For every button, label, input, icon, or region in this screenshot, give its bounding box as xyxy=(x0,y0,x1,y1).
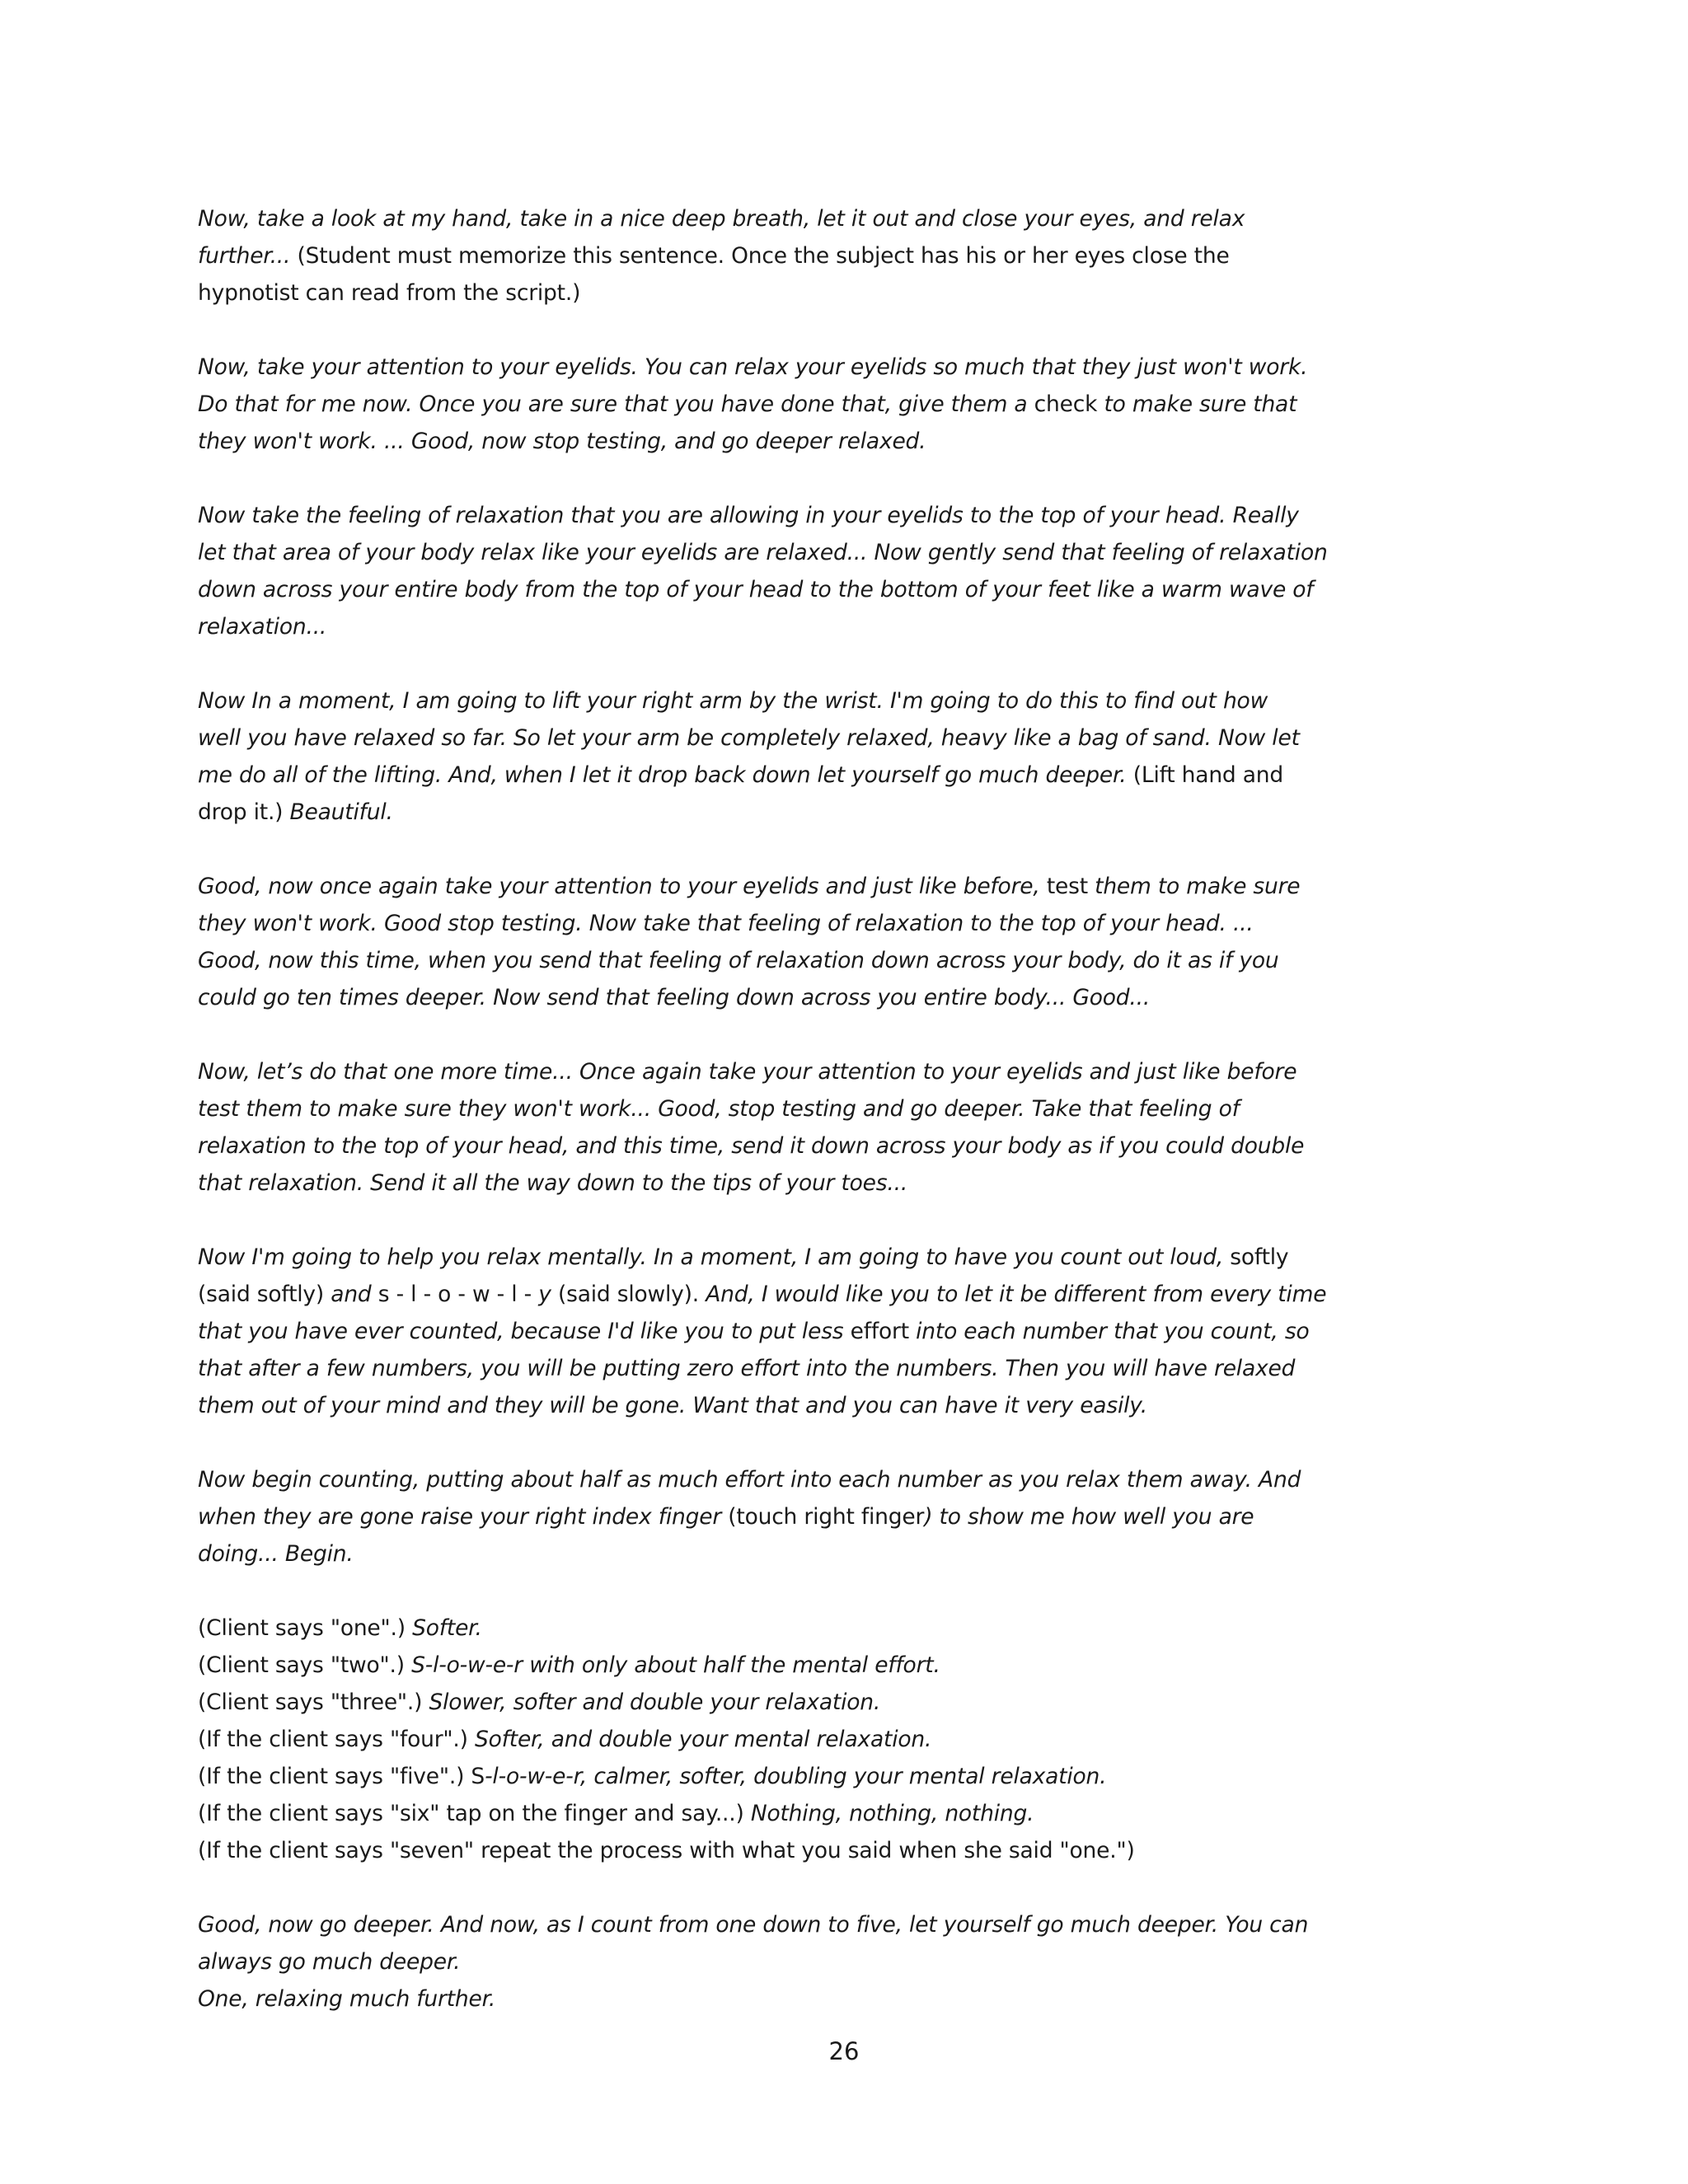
italic-text: Slower, softer and double your relaxation. xyxy=(429,1690,881,1715)
plain-text: (If the client says "four".) xyxy=(198,1727,475,1752)
plain-text: softly xyxy=(1230,1244,1289,1270)
text-line xyxy=(198,571,1504,608)
text-line xyxy=(198,1350,1504,1387)
text-line xyxy=(198,237,1504,274)
italic-text: Now, let’s do that one more time... Once again take your attention to your eyelids and just like before xyxy=(198,1059,1297,1085)
italic-text: and xyxy=(331,1282,372,1307)
italic-text: Now I'm going to help you relax mentally. In a moment, I am going to have you count out loud, xyxy=(198,1244,1231,1270)
plain-text: (Client says "three".) xyxy=(198,1690,429,1715)
text-line xyxy=(198,1906,1504,1943)
italic-text: One, relaxing much further. xyxy=(198,1986,496,2012)
italic-text: that you have ever counted, because I'd like you to put less xyxy=(198,1319,851,1344)
italic-text: down across your entire body from the top of your head to the bottom of your feet like a warm wave of xyxy=(198,577,1314,602)
text-line xyxy=(198,905,1504,942)
italic-text: further... xyxy=(198,243,291,269)
text-line xyxy=(198,200,1504,237)
document-body xyxy=(198,200,1504,2018)
text-line xyxy=(198,1313,1504,1350)
plain-text: (said softly) xyxy=(198,1282,331,1307)
text-line xyxy=(198,1943,1504,1980)
text-line xyxy=(198,1461,1504,1498)
plain-text: (If the client says "six" tap on the finger and say...) xyxy=(198,1801,751,1826)
paragraph xyxy=(198,682,1504,831)
italic-text: Good, now go deeper. And now, as I count from one down to five, let yourself go much deeper. You can xyxy=(198,1912,1309,1938)
text-line xyxy=(198,1795,1504,1832)
italic-text: they won't work. Good stop testing. Now take that feeling of relaxation to the top of your head. ... xyxy=(198,911,1254,936)
italic-text: Softer, and double your mental relaxation. xyxy=(474,1727,932,1752)
italic-text: And, I would like you to let it be different from every time xyxy=(699,1282,1327,1307)
italic-text: S-l-o-w-e-r with only about half the mental effort. xyxy=(411,1652,940,1678)
plain-text: (Student must memorize this sentence. Once the subject has his or her eyes close the xyxy=(290,243,1230,269)
text-line xyxy=(198,608,1504,645)
text-line xyxy=(198,1127,1504,1165)
plain-text: effort xyxy=(850,1319,909,1344)
italic-text: always go much deeper. xyxy=(198,1949,461,1975)
paragraph xyxy=(198,1906,1504,2018)
italic-text: -l-o-w-e-r, calmer, softer, doubling your mental relaxation. xyxy=(485,1764,1107,1789)
italic-text: y xyxy=(538,1282,551,1307)
text-line xyxy=(198,979,1504,1016)
italic-text: relaxation to the top of your head, and this time, send it down across your body as if you could double xyxy=(198,1133,1305,1159)
text-line xyxy=(198,1535,1504,1572)
italic-text: Now, take your attention to your eyelids. You can relax your eyelids so much that they just won't work. xyxy=(198,354,1308,380)
plain-text: drop it.) xyxy=(198,799,290,825)
text-line xyxy=(198,1165,1504,1202)
italic-text: well you have relaxed so far. So let your arm be completely relaxed, heavy like a bag of sand. Now let xyxy=(198,725,1300,751)
text-line xyxy=(198,1239,1504,1276)
plain-text: (Lift hand and xyxy=(1126,762,1284,788)
italic-text: Now begin counting, putting about half as much effort into each number as you relax them away. And xyxy=(198,1467,1301,1493)
plain-text: test xyxy=(1046,874,1088,899)
italic-text: Do that for me now. Once you are sure that you have done that, give them a xyxy=(198,391,1034,417)
plain-text: hypnotist can read from the script.) xyxy=(198,280,581,306)
italic-text: them to make sure xyxy=(1087,874,1301,899)
text-line xyxy=(198,1832,1504,1869)
text-line xyxy=(198,386,1504,423)
italic-text: me do all of the lifting. And, when I let it drop back down let yourself go much deeper. xyxy=(198,762,1127,788)
paragraph xyxy=(198,1053,1504,1202)
italic-text: Now In a moment, I am going to lift your right arm by the wrist. I'm going to do this to find out how xyxy=(198,688,1268,714)
plain-text: (touch right finger xyxy=(721,1504,925,1530)
text-line xyxy=(198,1276,1504,1313)
italic-text: could go ten times deeper. Now send that feeling down across you entire body... Good... xyxy=(198,985,1151,1010)
text-line xyxy=(198,1758,1504,1795)
italic-text: into each number that you count, so xyxy=(908,1319,1310,1344)
text-line xyxy=(198,868,1504,905)
italic-text: Nothing, nothing, nothing. xyxy=(750,1801,1034,1826)
plain-text: check xyxy=(1034,391,1098,417)
plain-text: (If the client says "five".) S xyxy=(198,1764,485,1789)
text-line xyxy=(198,1980,1504,2018)
text-line xyxy=(198,794,1504,831)
italic-text: that after a few numbers, you will be putting zero effort into the numbers. Then you will have relaxed xyxy=(198,1356,1296,1381)
paragraph xyxy=(198,200,1504,312)
text-line xyxy=(198,1721,1504,1758)
italic-text: Softer. xyxy=(412,1615,482,1641)
italic-text: Now, take a look at my hand, take in a nice deep breath, let it out and close your eyes, and relax xyxy=(198,206,1245,232)
text-line xyxy=(198,274,1504,312)
italic-text: that relaxation. Send it all the way down to the tips of your toes... xyxy=(198,1170,908,1196)
page-number: 26 xyxy=(828,2037,860,2065)
text-line xyxy=(198,1090,1504,1127)
plain-text: (said slowly). xyxy=(551,1282,700,1307)
text-line xyxy=(198,1498,1504,1535)
text-line xyxy=(198,534,1504,571)
italic-text: Good, now this time, when you send that feeling of relaxation down across your body, do it as if you xyxy=(198,948,1279,973)
italic-text: when they are gone raise your right index finger xyxy=(198,1504,722,1530)
text-line xyxy=(198,719,1504,757)
plain-text: (Client says "one".) xyxy=(198,1615,413,1641)
plain-text: (If the client says "seven" repeat the process with what you said when she said "one.") xyxy=(198,1838,1135,1863)
italic-text: relaxation... xyxy=(198,614,327,640)
text-line xyxy=(198,1647,1504,1684)
italic-text: doing... Begin. xyxy=(198,1541,354,1567)
text-line xyxy=(198,757,1504,794)
text-line xyxy=(198,682,1504,719)
plain-text: s - l - o - w - l - xyxy=(371,1282,539,1307)
italic-text: ) to show me how well you are xyxy=(924,1504,1254,1530)
text-line xyxy=(198,1053,1504,1090)
paragraph xyxy=(198,349,1504,460)
italic-text: Beautiful. xyxy=(289,799,393,825)
text-line xyxy=(198,497,1504,534)
text-line xyxy=(198,423,1504,460)
paragraph xyxy=(198,497,1504,645)
italic-text: test them to make sure they won't work... Good, stop testing and go deeper. Take that feeling of xyxy=(198,1096,1240,1122)
paragraph xyxy=(198,1461,1504,1572)
text-line xyxy=(198,1684,1504,1721)
paragraph xyxy=(198,868,1504,1016)
italic-text: to make sure that xyxy=(1097,391,1297,417)
plain-text: (Client says "two".) xyxy=(198,1652,412,1678)
text-line xyxy=(198,1610,1504,1647)
paragraph xyxy=(198,1610,1504,1869)
italic-text: Good, now once again take your attention to your eyelids and just like before, xyxy=(198,874,1047,899)
italic-text: them out of your mind and they will be gone. Want that and you can have it very easily. xyxy=(198,1393,1147,1418)
text-line xyxy=(198,942,1504,979)
italic-text: Now take the feeling of relaxation that you are allowing in your eyelids to the top of your head. Really xyxy=(198,503,1299,528)
text-line xyxy=(198,1387,1504,1424)
paragraph xyxy=(198,1239,1504,1424)
italic-text: let that area of your body relax like your eyelids are relaxed... Now gently send that feeling of relaxation xyxy=(198,540,1328,565)
text-line xyxy=(198,349,1504,386)
italic-text: they won't work. ... Good, now stop testing, and go deeper relaxed. xyxy=(198,429,926,454)
